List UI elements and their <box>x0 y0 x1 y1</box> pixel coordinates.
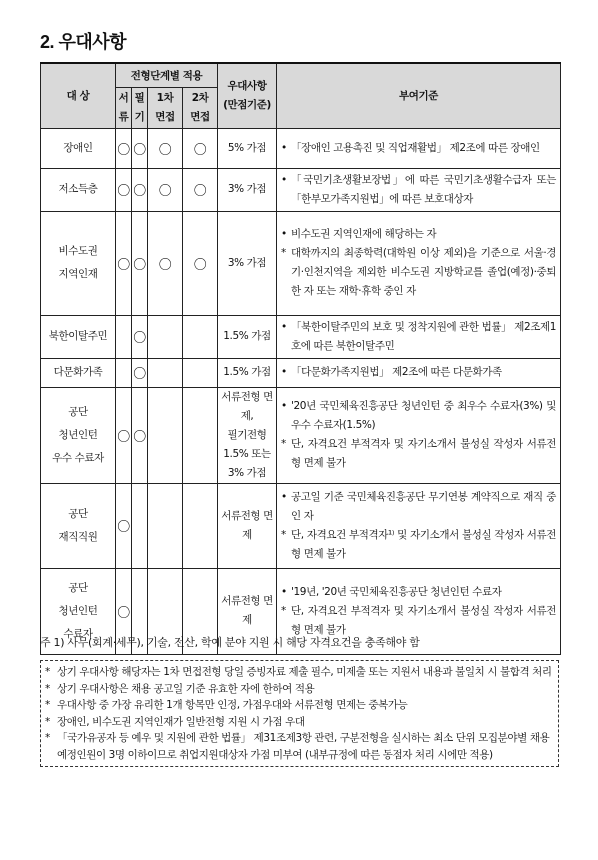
stage-mark-cell <box>183 315 218 358</box>
stage-mark-cell <box>183 211 218 315</box>
basis-item <box>281 526 556 564</box>
table-row <box>41 358 561 387</box>
table-row <box>41 168 561 211</box>
header-stage-line2: 면접 <box>190 110 210 123</box>
row-target-line: 비수도권 <box>58 245 98 257</box>
note-item <box>45 681 554 698</box>
stage-mark-cell <box>183 483 218 568</box>
row-basis <box>277 315 561 358</box>
row-preference-line: 1.5% 가점 <box>223 366 271 378</box>
bullet-icon: • <box>281 141 287 154</box>
stage-mark-cell <box>183 128 218 168</box>
circle-mark-icon: 〇 <box>117 605 130 621</box>
row-target-line: 지역인재 <box>58 268 98 280</box>
note-item <box>45 664 554 681</box>
bullet-icon: • <box>281 490 287 503</box>
bullet-icon: * <box>281 247 286 259</box>
row-preference-line: 3% 가점 <box>227 183 267 195</box>
stage-mark-cell <box>148 168 183 211</box>
table-row <box>41 315 561 358</box>
basis-item <box>281 363 556 382</box>
stage-mark-cell <box>183 168 218 211</box>
row-basis <box>277 358 561 387</box>
circle-mark-icon: 〇 <box>133 184 146 199</box>
table-row <box>41 211 561 315</box>
row-preference-line: 1.5% 가점 <box>223 330 271 342</box>
stage-mark-cell <box>183 358 218 387</box>
row-target <box>41 387 116 483</box>
stage-mark-cell <box>148 387 183 483</box>
row-target-line: 청년인턴 <box>58 428 98 441</box>
note-item <box>45 697 554 714</box>
stage-mark-cell <box>148 211 183 315</box>
circle-mark-icon: 〇 <box>117 142 130 158</box>
basis-text: 「장애인 고용촉진 및 직업재활법」 제2조에 따른 장애인 <box>291 141 540 154</box>
note-text: 상기 우대사항 해당자는 1차 면접전형 당일 증빙자료 제출 필수, 미제출 또는 지원서 내용과 불일치 시 불합격 처리 <box>57 666 552 678</box>
bullet-icon: * <box>281 528 286 541</box>
row-preference-line: 3% 가점 <box>227 256 267 269</box>
circle-mark-icon: 〇 <box>193 184 207 199</box>
note-item <box>45 714 554 731</box>
circle-mark-icon: 〇 <box>193 257 207 273</box>
note-text: 「국가유공자 등 예우 및 지원에 관한 법률」 제31조제3항 관련, 구분전형을 실시하는 최소 단위 모집분야별 채용예정인원이 3명 이하이므로 취업지원대상자 가점 미부여 (내부규정에 따른 동점자 처리 시에만 적용) <box>57 732 550 761</box>
note-text: 장애인, 비수도권 지역인재가 일반전형 지원 시 가점 우대 <box>57 715 305 728</box>
note-text: 상기 우대사항은 채용 공고일 기준 유효한 자에 한하여 적용 <box>57 682 315 695</box>
row-target <box>41 483 116 568</box>
row-target-line: 장애인 <box>63 141 93 154</box>
circle-mark-icon: 〇 <box>133 257 146 273</box>
stage-mark-cell <box>116 387 132 483</box>
bullet-icon: • <box>281 366 287 378</box>
bullet-icon: * <box>281 604 286 617</box>
row-preference-line: 서류전형 면제 <box>221 595 273 626</box>
bullet-icon: • <box>281 173 287 186</box>
basis-item <box>281 488 556 526</box>
header-preference-line1: 우대사항 <box>227 79 267 92</box>
row-preference <box>218 483 277 568</box>
circle-mark-icon: 〇 <box>158 142 172 158</box>
row-preference-line: 서류전형 면제, <box>221 390 273 422</box>
preference-table <box>40 62 561 655</box>
row-preference-line: 필기전형 <box>227 428 267 441</box>
row-basis <box>277 387 561 483</box>
note-text: 우대사항 중 가장 유리한 1개 항목만 인정, 가점우대와 서류전형 면제는 중복가능 <box>57 699 408 711</box>
circle-mark-icon: 〇 <box>193 142 207 158</box>
row-basis <box>277 168 561 211</box>
stage-mark-cell <box>116 358 132 387</box>
header-stage-2 <box>132 87 148 128</box>
row-basis <box>277 128 561 168</box>
basis-text: 비수도권 지역인재에 해당하는 자 <box>291 228 437 240</box>
stage-mark-cell <box>132 211 148 315</box>
header-stage-line1: 필 <box>134 91 145 104</box>
stage-mark-cell <box>148 483 183 568</box>
row-target-line: 공단 <box>68 581 88 594</box>
basis-item <box>281 435 556 473</box>
basis-item <box>281 397 556 435</box>
bullet-icon: * <box>281 438 286 450</box>
basis-text: 단, 자격요건 부적격자 및 자기소개서 불성실 작성자 서류전형 면제 불가 <box>291 604 557 636</box>
table-row <box>41 483 561 568</box>
stage-mark-cell <box>132 358 148 387</box>
stage-mark-cell <box>148 128 183 168</box>
header-stage-group: 전형단계별 적용 <box>116 63 218 87</box>
stage-mark-cell <box>132 128 148 168</box>
basis-item <box>281 318 556 356</box>
bullet-icon: • <box>281 228 287 240</box>
bullet-icon: • <box>281 320 287 333</box>
header-stage-4 <box>183 87 218 128</box>
note-item <box>45 730 554 763</box>
row-target <box>41 211 116 315</box>
asterisk-icon: * <box>45 732 50 744</box>
row-preference <box>218 315 277 358</box>
stage-mark-cell <box>116 128 132 168</box>
row-target-line: 청년인턴 <box>58 604 98 617</box>
row-target-line: 공단 <box>68 405 88 418</box>
row-target-line: 수료자 <box>63 627 93 640</box>
basis-text: 「국민기초생활보장법」에 따른 국민기초생활수급자 또는 「한부모가족지원법」에 따른 보호대상자 <box>291 173 557 205</box>
stage-mark-cell <box>116 211 132 315</box>
header-stage-1 <box>116 87 132 128</box>
circle-mark-icon: 〇 <box>117 520 130 535</box>
basis-item <box>281 139 556 158</box>
header-stage-line1: 1차 <box>156 91 174 104</box>
bullet-icon: • <box>281 585 287 598</box>
row-preference <box>218 358 277 387</box>
asterisk-icon: * <box>45 715 50 728</box>
stage-mark-cell <box>132 315 148 358</box>
basis-text: 「다문화가족지원법」 제2조에 따른 다문화가족 <box>291 366 502 378</box>
circle-mark-icon: 〇 <box>133 142 146 158</box>
stage-mark-cell <box>183 387 218 483</box>
page-title: 2. 우대사항 <box>40 32 127 52</box>
circle-mark-icon: 〇 <box>133 367 146 382</box>
stage-mark-cell <box>148 315 183 358</box>
basis-item <box>281 225 556 244</box>
table-row <box>41 128 561 168</box>
basis-text: 대학까지의 최종학력(대학원 이상 제외)을 기준으로 서울·경기·인천지역을 제외한 비수도권 지방학교를 졸업(예정)·중퇴한 자 또는 재학·휴학 중인 자 <box>291 247 557 297</box>
footnote: 주 1) 사무(회계·세무), 기술, 전산, 학예 분야 지원 시 해당 자격요건을 충족해야 함 <box>40 636 420 649</box>
row-preference-line: 1.5% 또는 <box>223 447 271 460</box>
row-basis <box>277 483 561 568</box>
basis-text: 단, 자격요건 부적격자¹⁾ 및 자기소개서 불성실 작성자 서류전형 면제 불가 <box>291 528 557 560</box>
row-preference-line: 서류전형 면제 <box>221 509 273 541</box>
circle-mark-icon: 〇 <box>133 331 146 346</box>
header-preference-line2: (만점기준) <box>223 98 271 111</box>
header-stage-line1: 2차 <box>191 91 209 104</box>
row-target-line: 우수 수료자 <box>52 451 104 464</box>
basis-text: '19년, '20년 국민체육진흥공단 청년인턴 수료자 <box>291 585 502 598</box>
row-target <box>41 168 116 211</box>
row-preference <box>218 128 277 168</box>
basis-text: 공고일 기준 국민체육진흥공단 무기연봉 계약직으로 재직 중인 자 <box>291 490 557 522</box>
basis-item <box>281 244 556 301</box>
circle-mark-icon: 〇 <box>158 184 172 199</box>
row-preference-line: 5% 가점 <box>227 141 267 154</box>
stage-mark-cell <box>116 483 132 568</box>
header-stage-3 <box>148 87 183 128</box>
basis-item <box>281 583 556 602</box>
row-target <box>41 315 116 358</box>
basis-text: 단, 자격요건 부적격자 및 자기소개서 불성실 작성자 서류전형 면제 불가 <box>291 438 557 469</box>
header-stage-line1: 서 <box>118 91 129 104</box>
circle-mark-icon: 〇 <box>158 257 172 273</box>
notes-box <box>40 660 559 767</box>
stage-mark-cell <box>148 358 183 387</box>
stage-mark-cell <box>132 168 148 211</box>
asterisk-icon: * <box>45 682 50 695</box>
row-target-line: 공단 <box>68 507 88 520</box>
row-preference <box>218 211 277 315</box>
stage-mark-cell <box>116 168 132 211</box>
row-target-line: 저소득층 <box>58 183 98 195</box>
row-preference <box>218 387 277 483</box>
row-target-line: 재직직원 <box>58 530 98 543</box>
row-basis <box>277 211 561 315</box>
row-preference <box>218 168 277 211</box>
basis-text: '20년 국민체육진흥공단 청년인턴 중 최우수 수료자(3%) 및 우수 수료자(1.5%) <box>291 400 557 431</box>
header-stage-line2: 면접 <box>155 110 175 123</box>
circle-mark-icon: 〇 <box>117 257 130 273</box>
row-target-line: 다문화가족 <box>53 366 103 378</box>
basis-item <box>281 171 556 209</box>
row-target <box>41 128 116 168</box>
stage-mark-cell <box>116 315 132 358</box>
header-target: 대 상 <box>41 63 116 128</box>
header-preference <box>218 63 277 128</box>
circle-mark-icon: 〇 <box>117 184 130 199</box>
circle-mark-icon: 〇 <box>117 429 130 445</box>
header-basis: 부여기준 <box>277 63 561 128</box>
table-row <box>41 387 561 483</box>
stage-mark-cell <box>132 387 148 483</box>
asterisk-icon: * <box>45 699 50 711</box>
row-target-line: 북한이탈주민 <box>48 330 108 342</box>
bullet-icon: • <box>281 400 287 412</box>
stage-mark-cell <box>132 483 148 568</box>
header-stage-line2: 류 <box>118 110 129 123</box>
asterisk-icon: * <box>45 666 50 678</box>
row-preference-line: 3% 가점 <box>227 466 267 479</box>
row-target <box>41 358 116 387</box>
circle-mark-icon: 〇 <box>133 429 146 445</box>
basis-text: 「북한이탈주민의 보호 및 정착지원에 관한 법률」 제2조제1호에 따른 북한이탈주민 <box>291 320 557 352</box>
header-stage-line2: 기 <box>134 110 145 123</box>
